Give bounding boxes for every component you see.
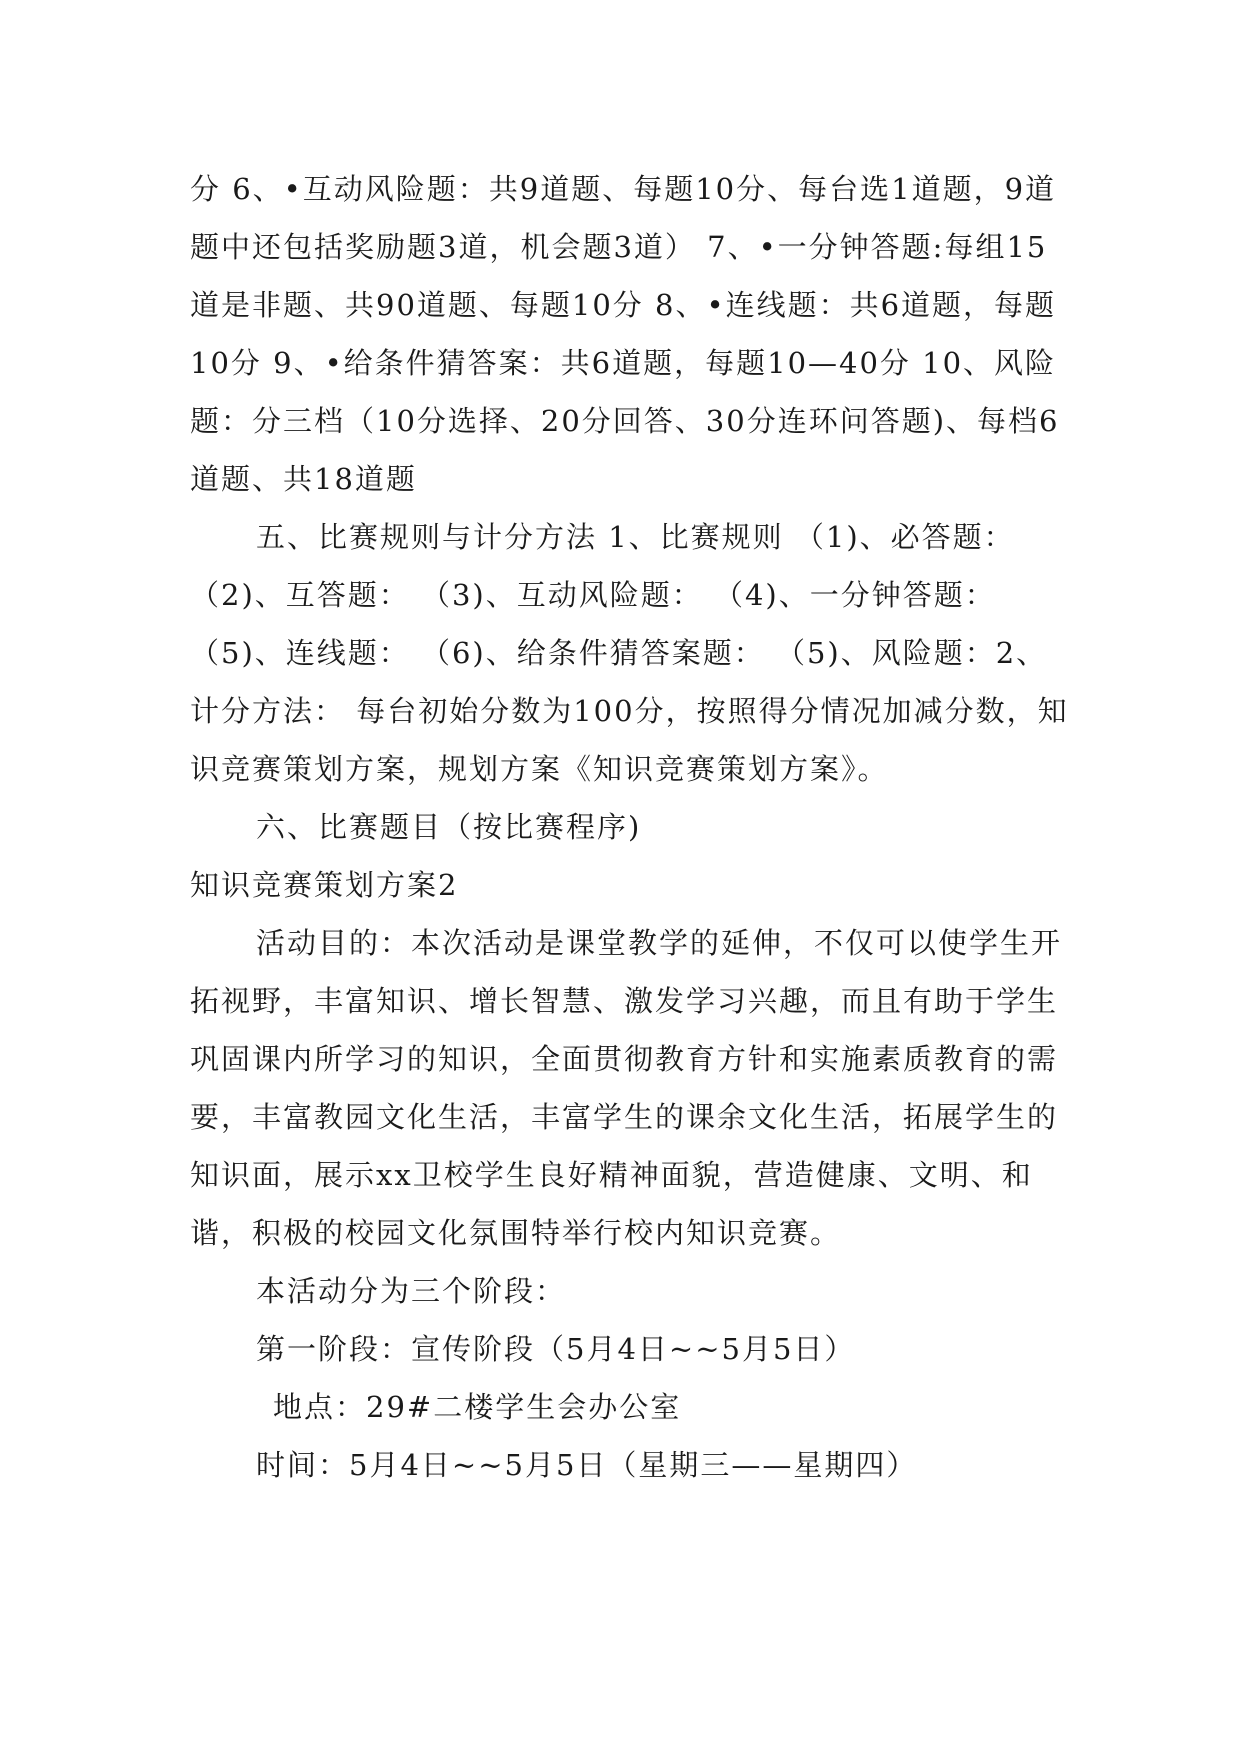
document-body (190, 160, 1070, 1494)
paragraph-stage-one: 第一阶段：宣传阶段（5月4日~~5月5日） (256, 1332, 856, 1366)
paragraph-time: 时间：5月4日~~5月5日（星期三——星期四） (256, 1448, 918, 1482)
paragraph-plan-2-title: 知识竞赛策划方案2 (190, 868, 459, 902)
paragraph-section-six-heading: 六、比赛题目（按比赛程序) (256, 810, 642, 844)
paragraph-rules-scoring: 五、比赛规则与计分方法 1、比赛规则 （1)、必答题：（2)、互答题： （3)、互动风险题： （4)、一分钟答题：（5)、连线题： （6)、给条件猜答案题： （5)、风险题：2、计分方法： 每台初始分数为100分，按照得分情况加减分数，知识竞赛策划方案，规划方案《知识竞赛策划方案》。 (190, 520, 1069, 786)
paragraph-location: 地点：29#二楼学生会办公室 (273, 1390, 682, 1424)
paragraph-question-types: 分 6、•互动风险题：共9道题、每题10分、每台选1道题，9道题中还包括奖励题3道，机会题3道） 7、•一分钟答题:每组15道是非题、共90道题、每题10分 8、•连线题：共6道题，每题10分 9、•给条件猜答案：共6道题，每题10—40分 10、风险题：分三档（10分选择、20分回答、30分连环问答题)、每档6道题、共18道题 (190, 172, 1060, 496)
paragraph-activity-purpose: 活动目的：本次活动是课堂教学的延伸，不仅可以使学生开拓视野，丰富知识、增长智慧、激发学习兴趣，而且有助于学生巩固课内所学习的知识，全面贯彻教育方针和实施素质教育的需要，丰富教园文化生活，丰富学生的课余文化生活，拓展学生的知识面，展示xx卫校学生良好精神面貌，营造健康、文明、和谐，积极的校园文化氛围特举行校内知识竞赛。 (190, 926, 1063, 1250)
paragraph-three-stages: 本活动分为三个阶段： (256, 1274, 567, 1308)
